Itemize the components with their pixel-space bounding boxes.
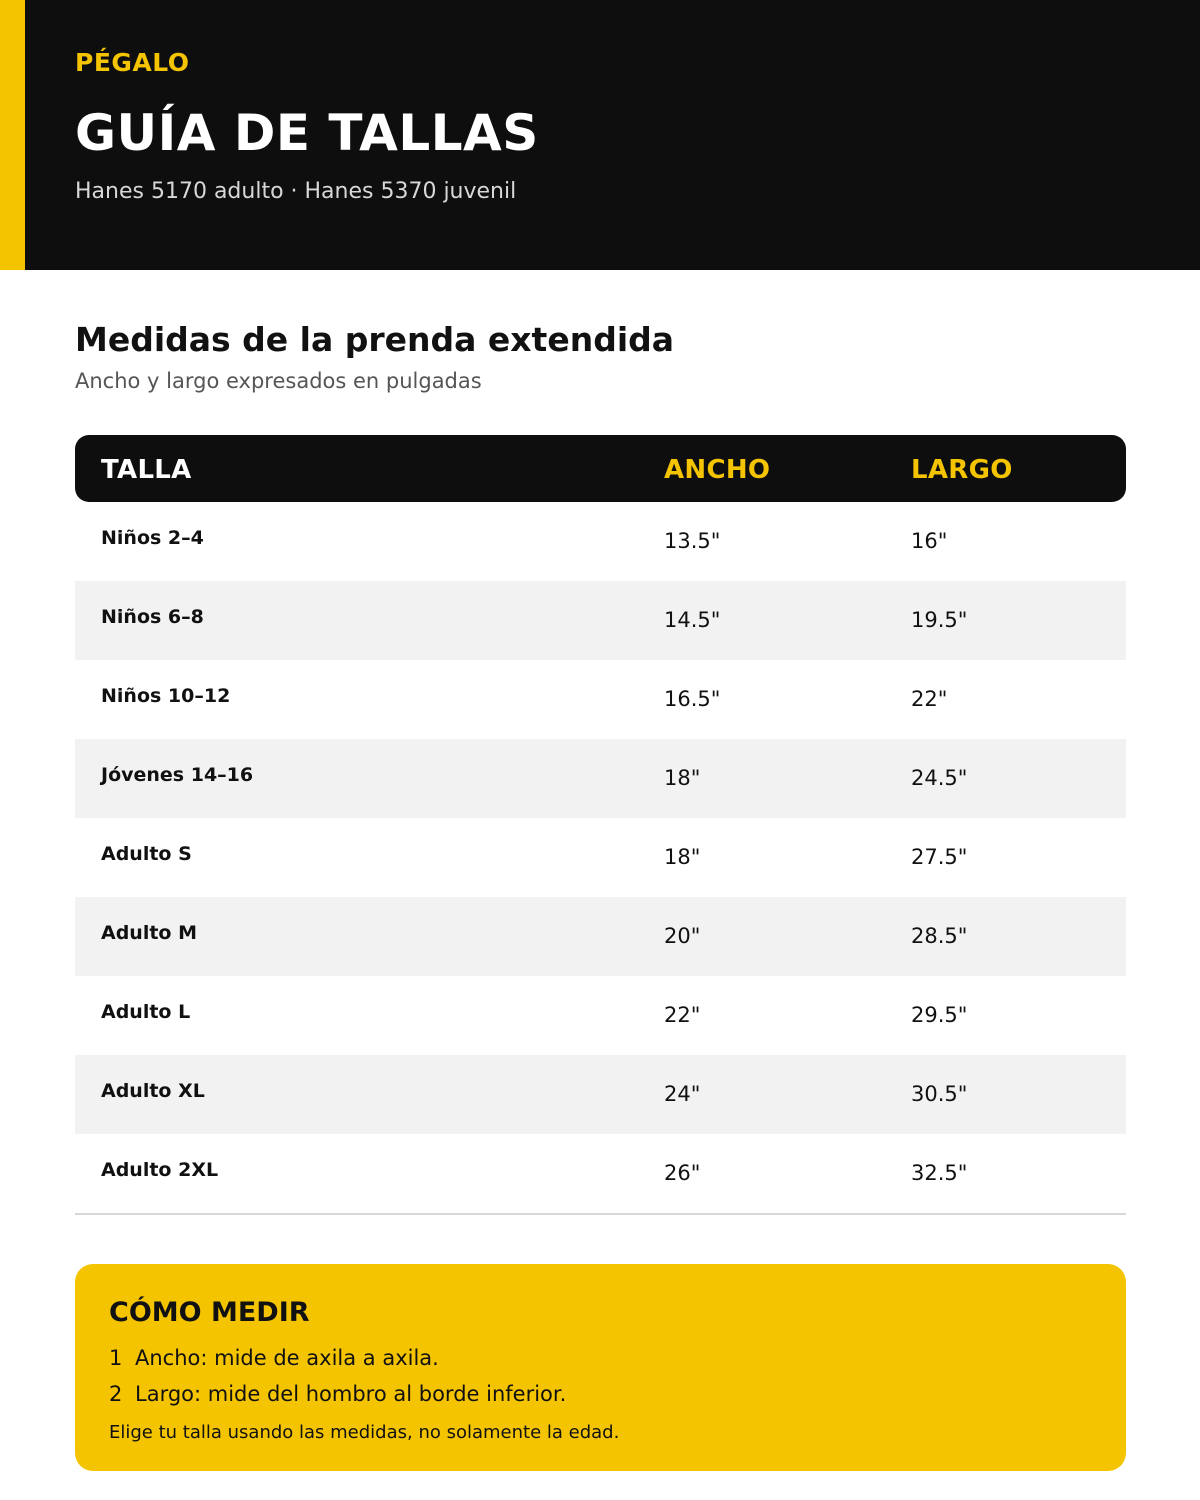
step-number: 1 (109, 1346, 123, 1370)
table-header (75, 435, 1126, 502)
table-row (75, 1134, 1126, 1213)
width-cell: 20" (664, 924, 701, 948)
section-subtitle: Ancho y largo expresados en pulgadas (75, 369, 482, 393)
size-cell: Adulto 2XL (101, 1159, 219, 1181)
page-title: GUÍA DE TALLAS (75, 104, 539, 162)
size-cell: Adulto M (101, 922, 198, 944)
step-number: 2 (109, 1382, 123, 1406)
how-to-measure-title: CÓMO MEDIR (109, 1297, 310, 1328)
size-table (75, 435, 1126, 1215)
width-cell: 16.5" (664, 687, 721, 711)
header-banner (0, 0, 1200, 270)
column-header-width: ANCHO (664, 455, 771, 485)
length-cell: 29.5" (911, 1003, 968, 1027)
header-accent-bar (0, 0, 25, 270)
table-row (75, 581, 1126, 660)
how-to-measure-note: Elige tu talla usando las medidas, no solamente la edad. (109, 1422, 620, 1443)
length-cell: 28.5" (911, 924, 968, 948)
page-subtitle: Hanes 5170 adulto · Hanes 5370 juvenil (75, 179, 517, 204)
measure-step (109, 1382, 566, 1406)
size-cell: Niños 2–4 (101, 527, 204, 549)
step-text: Ancho: mide de axila a axila. (135, 1346, 439, 1370)
table-bottom-divider (75, 1213, 1126, 1215)
size-cell: Niños 6–8 (101, 606, 204, 628)
size-cell: Jóvenes 14–16 (101, 764, 254, 786)
size-cell: Adulto L (101, 1001, 191, 1023)
length-cell: 19.5" (911, 608, 968, 632)
length-cell: 24.5" (911, 766, 968, 790)
table-row (75, 739, 1126, 818)
size-cell: Adulto XL (101, 1080, 205, 1102)
width-cell: 26" (664, 1161, 701, 1185)
length-cell: 32.5" (911, 1161, 968, 1185)
column-header-length: LARGO (911, 455, 1013, 485)
table-row (75, 818, 1126, 897)
section-title: Medidas de la prenda extendida (75, 320, 675, 359)
width-cell: 24" (664, 1082, 701, 1106)
brand-name: PÉGALO (75, 48, 190, 77)
how-to-measure-panel (75, 1264, 1126, 1471)
column-header-size: TALLA (101, 455, 192, 485)
step-text: Largo: mide del hombro al borde inferior. (135, 1382, 567, 1406)
length-cell: 27.5" (911, 845, 968, 869)
width-cell: 14.5" (664, 608, 721, 632)
table-row (75, 976, 1126, 1055)
length-cell: 22" (911, 687, 948, 711)
size-cell: Niños 10–12 (101, 685, 231, 707)
size-cell: Adulto S (101, 843, 192, 865)
measure-step (109, 1346, 439, 1370)
length-cell: 16" (911, 529, 948, 553)
table-row (75, 502, 1126, 581)
width-cell: 13.5" (664, 529, 721, 553)
table-row (75, 1055, 1126, 1134)
width-cell: 18" (664, 766, 701, 790)
table-row (75, 897, 1126, 976)
width-cell: 22" (664, 1003, 701, 1027)
length-cell: 30.5" (911, 1082, 968, 1106)
width-cell: 18" (664, 845, 701, 869)
table-row (75, 660, 1126, 739)
